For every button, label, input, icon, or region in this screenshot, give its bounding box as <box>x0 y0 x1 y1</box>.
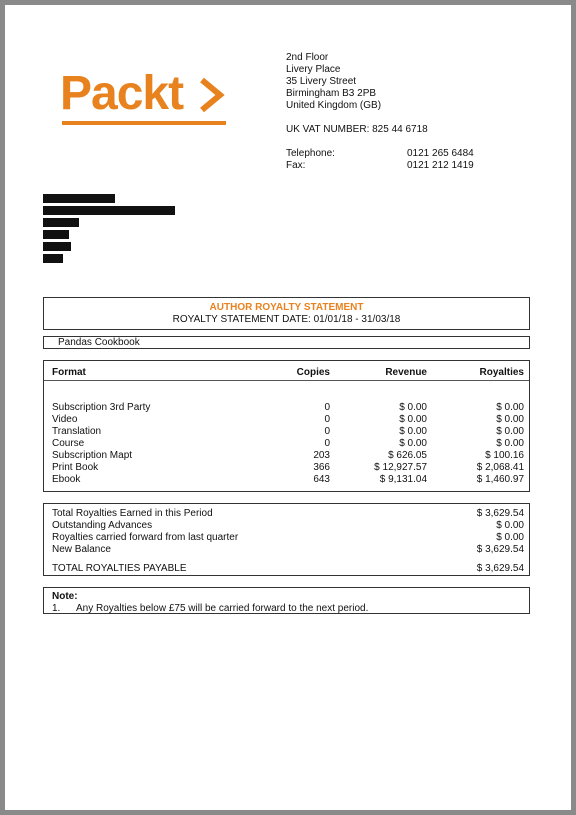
redacted-line <box>43 218 79 227</box>
table-row <box>44 414 529 426</box>
revenue-cell: $ 12,927.57 <box>374 462 427 473</box>
book-title: Pandas Cookbook <box>43 336 530 349</box>
format-cell: Translation <box>52 426 102 437</box>
royalties-cell: $ 0.00 <box>496 426 524 437</box>
royalties-cell: $ 0.00 <box>496 414 524 425</box>
vat-number: UK VAT NUMBER: 825 44 6718 <box>286 124 428 135</box>
format-cell: Print Book <box>52 462 99 473</box>
address-line: Livery Place <box>286 64 341 75</box>
balance-label: New Balance <box>52 544 111 555</box>
copies-cell: 643 <box>313 474 330 485</box>
royalties-cell: $ 2,068.41 <box>476 462 524 473</box>
revenue-cell: $ 626.05 <box>388 450 427 461</box>
header-divider <box>44 380 529 381</box>
summary-row <box>44 544 529 556</box>
carried-value: $ 0.00 <box>496 532 524 543</box>
summary-row <box>44 563 529 575</box>
address-line: United Kingdom (GB) <box>286 100 382 111</box>
summary-row <box>44 532 529 544</box>
note-box <box>43 587 530 614</box>
header-format: Format <box>52 367 86 378</box>
format-cell: Course <box>52 438 85 449</box>
revenue-cell: $ 0.00 <box>399 402 427 413</box>
format-cell: Subscription 3rd Party <box>52 402 151 413</box>
balance-value: $ 3,629.54 <box>476 544 524 555</box>
revenue-cell: $ 0.00 <box>399 438 427 449</box>
copies-cell: 0 <box>324 438 330 449</box>
table-row <box>44 462 529 474</box>
company-address <box>286 52 536 112</box>
address-line: 35 Livery Street <box>286 76 357 87</box>
revenue-cell: $ 9,131.04 <box>379 474 427 485</box>
address-line: Birmingham B3 2PB <box>286 88 377 99</box>
revenue-cell: $ 0.00 <box>399 414 427 425</box>
earned-value: $ 3,629.54 <box>476 508 524 519</box>
redacted-line <box>43 242 71 251</box>
note-number: 1. <box>52 603 61 614</box>
advances-value: $ 0.00 <box>496 520 524 531</box>
royalties-cell: $ 0.00 <box>496 402 524 413</box>
header-revenue: Revenue <box>385 367 427 378</box>
royalties-cell: $ 0.00 <box>496 438 524 449</box>
telephone-label: Telephone: <box>286 148 335 159</box>
packt-logo <box>60 69 230 129</box>
redacted-line <box>43 230 69 239</box>
table-row <box>44 402 529 414</box>
contact-info <box>286 148 476 172</box>
redacted-line <box>43 194 115 203</box>
summary-row <box>44 508 529 520</box>
svg-text:Packt: Packt <box>60 69 184 120</box>
fax-label: Fax: <box>286 160 306 171</box>
table-row <box>44 450 529 462</box>
table-row <box>44 438 529 450</box>
header-royalties: Royalties <box>479 367 524 378</box>
note-text: Any Royalties below £75 will be carried forward to the next period. <box>76 603 369 614</box>
royalty-table <box>43 360 530 492</box>
royalties-cell: $ 100.16 <box>485 450 524 461</box>
copies-cell: 0 <box>324 426 330 437</box>
statement-date: ROYALTY STATEMENT DATE: 01/01/18 - 31/03/18 <box>172 314 401 325</box>
note-title: Note: <box>52 591 78 602</box>
copies-cell: 366 <box>313 462 330 473</box>
copies-cell: 203 <box>313 450 330 461</box>
advances-label: Outstanding Advances <box>52 520 153 531</box>
copies-cell: 0 <box>324 414 330 425</box>
payable-value: $ 3,629.54 <box>476 563 524 574</box>
carried-label: Royalties carried forward from last quarter <box>52 532 239 543</box>
header-copies: Copies <box>296 367 330 378</box>
summary-row <box>44 520 529 532</box>
redacted-line <box>43 254 63 263</box>
table-row <box>44 474 529 486</box>
address-line: 2nd Floor <box>286 52 329 63</box>
fax-number: 0121 212 1419 <box>407 160 474 171</box>
statement-page <box>5 5 571 810</box>
royalty-summary <box>43 503 530 576</box>
telephone-number: 0121 265 6484 <box>407 148 474 159</box>
statement-header <box>43 297 530 330</box>
royalties-cell: $ 1,460.97 <box>476 474 524 485</box>
earned-label: Total Royalties Earned in this Period <box>52 508 213 519</box>
copies-cell: 0 <box>324 402 330 413</box>
format-cell: Video <box>52 414 78 425</box>
payable-label: TOTAL ROYALTIES PAYABLE <box>52 563 187 574</box>
format-cell: Subscription Mapt <box>52 450 133 461</box>
redacted-line <box>43 206 175 215</box>
table-row <box>44 426 529 438</box>
revenue-cell: $ 0.00 <box>399 426 427 437</box>
statement-title: AUTHOR ROYALTY STATEMENT <box>209 302 364 313</box>
format-cell: Ebook <box>52 474 81 485</box>
